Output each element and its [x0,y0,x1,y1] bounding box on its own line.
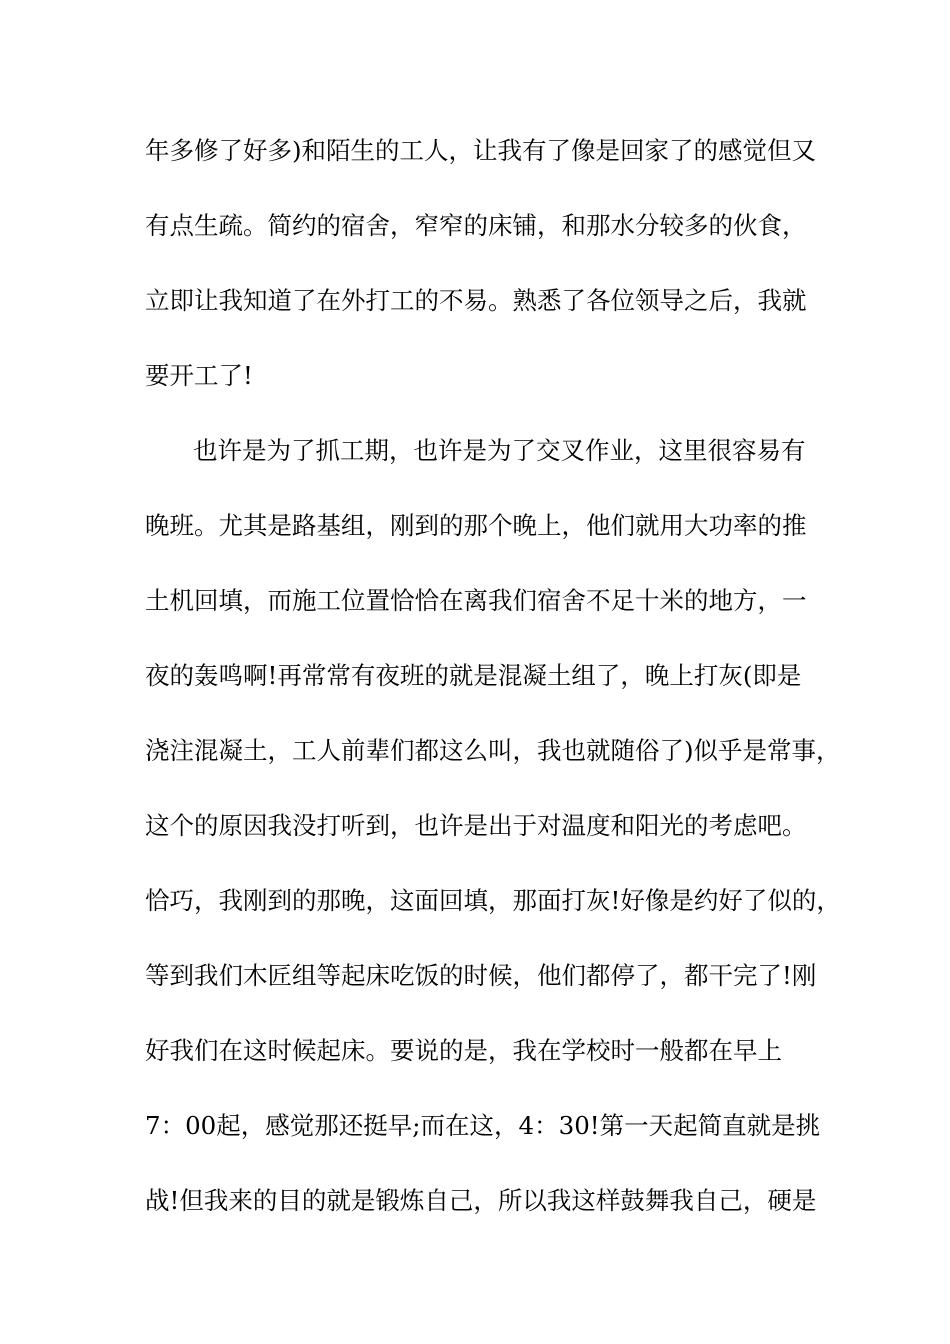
text-line: 好我们在这时候起床。要说的是，我在学校时一般都在早上 [145,1036,782,1065]
paragraph-first-line: 也许是为了抓工期，也许是为了交叉作业，这里很容易有 [193,436,806,465]
text-line: 这个的原因我没打听到，也许是出于对温度和阳光的考虑吧。 [145,811,807,840]
text-line: 战!但我来的目的就是锻炼自己，所以我这样鼓舞我自己，硬是 [145,1186,817,1215]
text-line: 立即让我知道了在外打工的不易。熟悉了各位领导之后，我就 [145,286,807,315]
text-line: 要开工了! [145,361,253,390]
text-line: 浇注混凝土，工人前辈们都这么叫，我也就随俗了)似乎是常事， [145,736,841,765]
text-line: 恰巧，我刚到的那晚，这面回填，那面打灰!好像是约好了似的， [145,886,841,915]
text-line: 土机回填，而施工位置恰恰在离我们宿舍不足十米的地方，一 [145,586,807,615]
text-line: 年多修了好多)和陌生的工人，让我有了像是回家了的感觉但又 [145,136,817,165]
text-line: 7：00起，感觉那还挺早;而在这，4：30!第一天起简直就是挑 [145,1111,821,1140]
text-line: 夜的轰鸣啊!再常常有夜班的就是混凝土组了，晚上打灰(即是 [145,661,802,690]
text-line: 有点生疏。简约的宿舍，窄窄的床铺，和那水分较多的伙食， [145,211,807,240]
text-line: 晚班。尤其是路基组，刚到的那个晚上，他们就用大功率的推 [145,511,807,540]
text-line: 等到我们木匠组等起床吃饭的时候，他们都停了，都干完了!刚 [145,961,817,990]
